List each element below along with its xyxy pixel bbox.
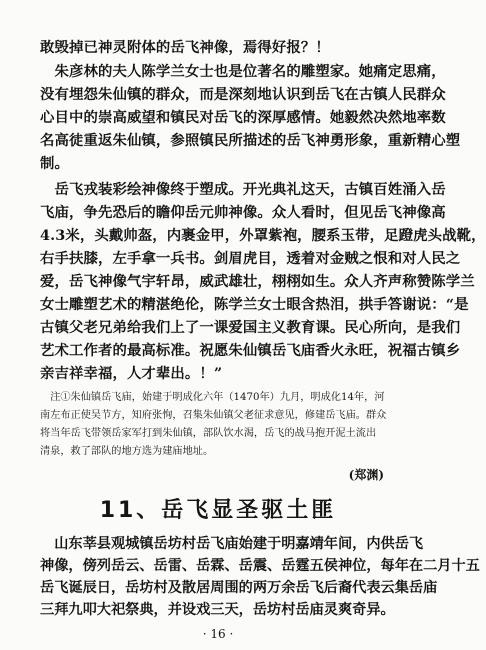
text-line: 亲吉祥幸福，人才辈出。！” — [40, 365, 223, 382]
section-heading: 11、岳飞显圣驱土匪 — [99, 498, 337, 523]
footnote — [40, 389, 412, 461]
text-line: 岳飞诞辰日，岳坊村及散居周围的两万余岳飞后裔代表云集岳庙 — [40, 580, 438, 596]
text-line: 心目中的崇高威望和镇民对岳飞的深厚感情。她毅然决然地率数 — [40, 109, 446, 126]
author-credit: (郑渊) — [348, 468, 384, 482]
footnote-line: 将当年岳飞带领岳家军打到朱仙镇，部队饮水渴，岳飞的战马抱开泥土流出 — [40, 428, 377, 439]
text-line: 古镇父老兄弟给我们上了一课爱国主义教育课。民心所向，是我们 — [40, 319, 461, 336]
text-line: 右手扶膝，左手拿一兵书。剑眉虎目，透着对金贼之恨和对人民之 — [40, 250, 461, 267]
footnote-line: 南左布正使吴节方，知府张恂，召集朱仙镇父老征求意见，修建岳飞庙。群众 — [40, 410, 387, 421]
text-line: 神像，傍列岳云、岳雷、岳霖、岳震、岳霆五侯神位，每年在二月十五 — [40, 558, 480, 574]
text-line: 4.3米，头戴帅盔，内裹金甲，外罩紫袍，腰系玉带，足蹬虎头战靴， — [40, 227, 486, 244]
paragraph-intro — [40, 36, 410, 59]
text-line: 艺术工作者的最高标准。祝愿朱仙镇岳飞庙香火永旺，祝福古镇乡 — [40, 342, 461, 359]
text-line: 岳飞戎装彩绘神像终于塑成。开光典礼这天，古镇百姓涌入岳 — [40, 181, 446, 198]
footnote-line: 清泉，救了部队的地方选为建庙地址。 — [40, 446, 214, 457]
text-line: 制。 — [40, 155, 69, 172]
paragraph-statue-unveiling — [40, 178, 486, 385]
text-line: 朱彦林的夫人陈学兰女士也是位著名的雕塑家。她痛定思痛， — [40, 63, 446, 80]
text-line: 没有埋怨朱仙镇的群众，而是深刻地认识到岳飞在古镇人民群众 — [40, 86, 446, 103]
footnote-line: 注①朱仙镇岳飞庙，始建于明成化六年（1470年）九月，明成化14年，河 — [40, 392, 385, 403]
text-line: 三拜九叩大祀祭典，并设戏三天，岳坊村岳庙灵爽奇异。 — [40, 602, 395, 618]
text-line: 爱，岳飞神像气宇轩昂，威武雄壮，栩栩如生。众人齐声称赞陈学兰 — [40, 273, 475, 290]
text-line: 飞庙，争先恐后的瞻仰岳元帅神像。众人看时，但见岳飞神像高 — [40, 204, 446, 221]
paragraph-chen-xuelan — [40, 60, 461, 175]
text-line: 名高徒重返朱仙镇，参照镇民所描述的岳飞神勇形象，重新精心塑 — [40, 132, 461, 149]
text-line: 敢毁掉已神灵附体的岳飞神像，焉得好报？！ — [40, 39, 330, 56]
paragraph-yuefang-temple — [40, 533, 480, 621]
text-line: 山东莘县观城镇岳坊村岳飞庙始建于明嘉靖年间，内供岳飞 — [40, 536, 424, 552]
page-number: · 16 · — [202, 627, 234, 641]
text-line: 女士雕塑艺术的精湛绝伦，陈学兰女士眼含热泪，拱手答谢说：“是 — [40, 296, 469, 313]
